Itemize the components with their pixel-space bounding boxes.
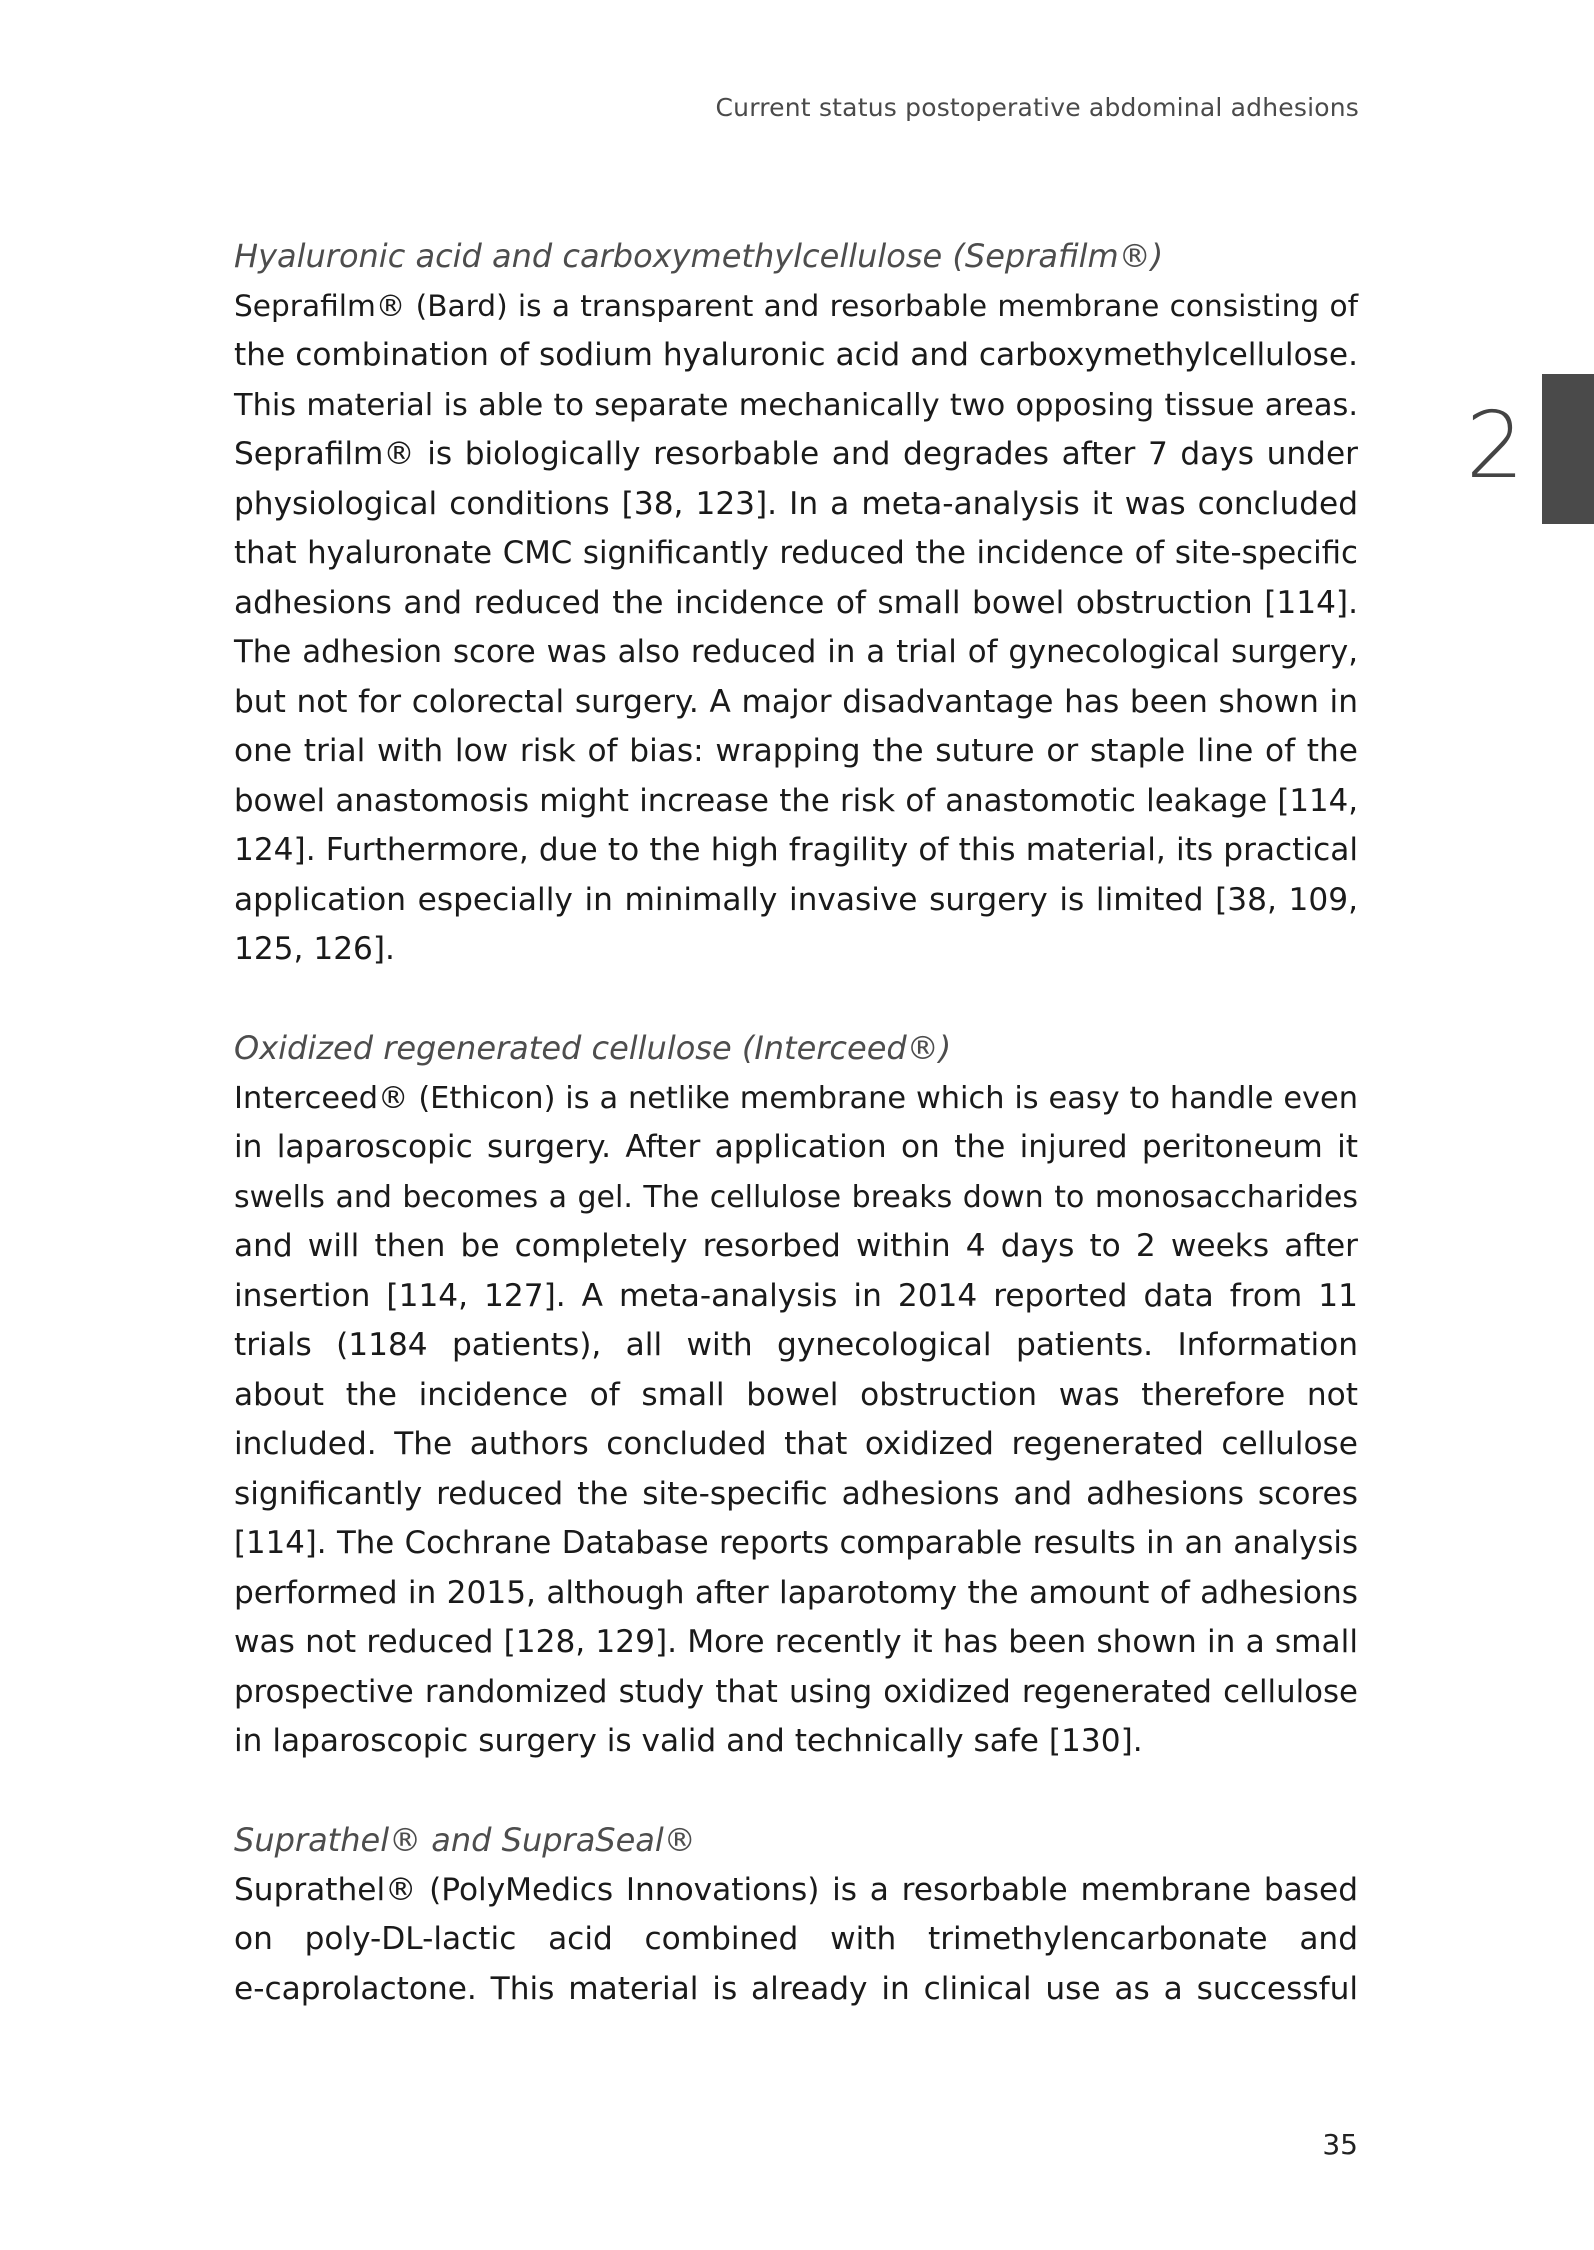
text-line: Suprathel® (PolyMedics Innovations) is a resorbable membrane based <box>234 1871 1358 1908</box>
text-line: the combination of sodium hyaluronic acid and carboxymethylcellulose. <box>234 337 1358 373</box>
text-line: in laparoscopic surgery is valid and technically safe [130]. <box>234 1723 1143 1759</box>
chapter-tab-marker <box>1542 374 1594 524</box>
text-line: prospective randomized study that using oxidized regenerated cellulose <box>234 1673 1358 1710</box>
text-line: 124]. Furthermore, due to the high fragility of this material, its practical <box>234 832 1358 868</box>
chapter-number: 2 <box>1465 392 1525 499</box>
text-line: on poly-DL-lactic acid combined with trimethylencarbonate and <box>234 1921 1358 1957</box>
section-heading: Oxidized regenerated cellulose (Interceed®) <box>234 1029 952 1067</box>
text-line: was not reduced [128, 129]. More recently it has been shown in a small <box>234 1624 1358 1660</box>
text-line: This material is able to separate mechanically two opposing tissue areas. <box>234 387 1358 423</box>
text-line: swells and becomes a gel. The cellulose breaks down to monosaccharides <box>234 1179 1358 1215</box>
section-paragraph <box>234 1866 1358 2015</box>
text-line: one trial with low risk of bias: wrapping the suture or staple line of the <box>234 733 1358 769</box>
text-line: that hyaluronate CMC significantly reduced the incidence of site-specific <box>234 535 1358 571</box>
text-line: and will then be completely resorbed within 4 days to 2 weeks after <box>234 1228 1358 1264</box>
text-line: performed in 2015, although after laparotomy the amount of adhesions <box>234 1574 1358 1611</box>
text-line: trials (1184 patients), all with gynecological patients. Information <box>234 1327 1358 1363</box>
text-line: physiological conditions [38, 123]. In a meta-analysis it was concluded <box>234 485 1358 522</box>
text-line: included. The authors concluded that oxidized regenerated cellulose <box>234 1426 1358 1462</box>
section-paragraph <box>234 1074 1358 1767</box>
text-line: bowel anastomosis might increase the risk of anastomotic leakage [114, <box>234 782 1358 819</box>
section-paragraph <box>234 282 1358 975</box>
text-line: significantly reduced the site-specific adhesions and adhesions scores <box>234 1475 1358 1512</box>
main-content <box>234 232 1358 2014</box>
section-interceed <box>234 1024 1358 1767</box>
text-line: Interceed® (Ethicon) is a netlike membrane which is easy to handle even <box>234 1080 1358 1116</box>
text-line: application especially in minimally invasive surgery is limited [38, 109, <box>234 881 1358 918</box>
section-seprafilm <box>234 232 1358 975</box>
text-line: 125, 126]. <box>234 931 395 967</box>
text-line: insertion [114, 127]. A meta-analysis in 2014 reported data from 11 <box>234 1277 1358 1314</box>
text-line: [114]. The Cochrane Database reports comparable results in an analysis <box>234 1525 1358 1561</box>
text-line: but not for colorectal surgery. A major disadvantage has been shown in <box>234 683 1358 720</box>
text-line: Seprafilm® (Bard) is a transparent and resorbable membrane consisting of <box>234 288 1358 323</box>
page-number: 35 <box>1322 2128 1358 2161</box>
text-line: adhesions and reduced the incidence of small bowel obstruction [114]. <box>234 584 1358 621</box>
text-line: about the incidence of small bowel obstruction was therefore not <box>234 1376 1358 1413</box>
running-head: Current status postoperative abdominal adhesions <box>715 93 1359 122</box>
section-suprathel <box>234 1816 1358 2014</box>
text-line: in laparoscopic surgery. After application on the injured peritoneum it <box>234 1129 1358 1165</box>
section-heading: Hyaluronic acid and carboxymethylcellulose (Seprafilm®) <box>234 237 1164 275</box>
text-line: Seprafilm® is biologically resorbable and degrades after 7 days under <box>234 436 1358 472</box>
text-line: e-caprolactone. This material is already in clinical use as a successful <box>234 1970 1358 2007</box>
text-line: The adhesion score was also reduced in a trial of gynecological surgery, <box>234 634 1358 670</box>
section-heading: Suprathel® and SupraSeal® <box>234 1821 696 1859</box>
